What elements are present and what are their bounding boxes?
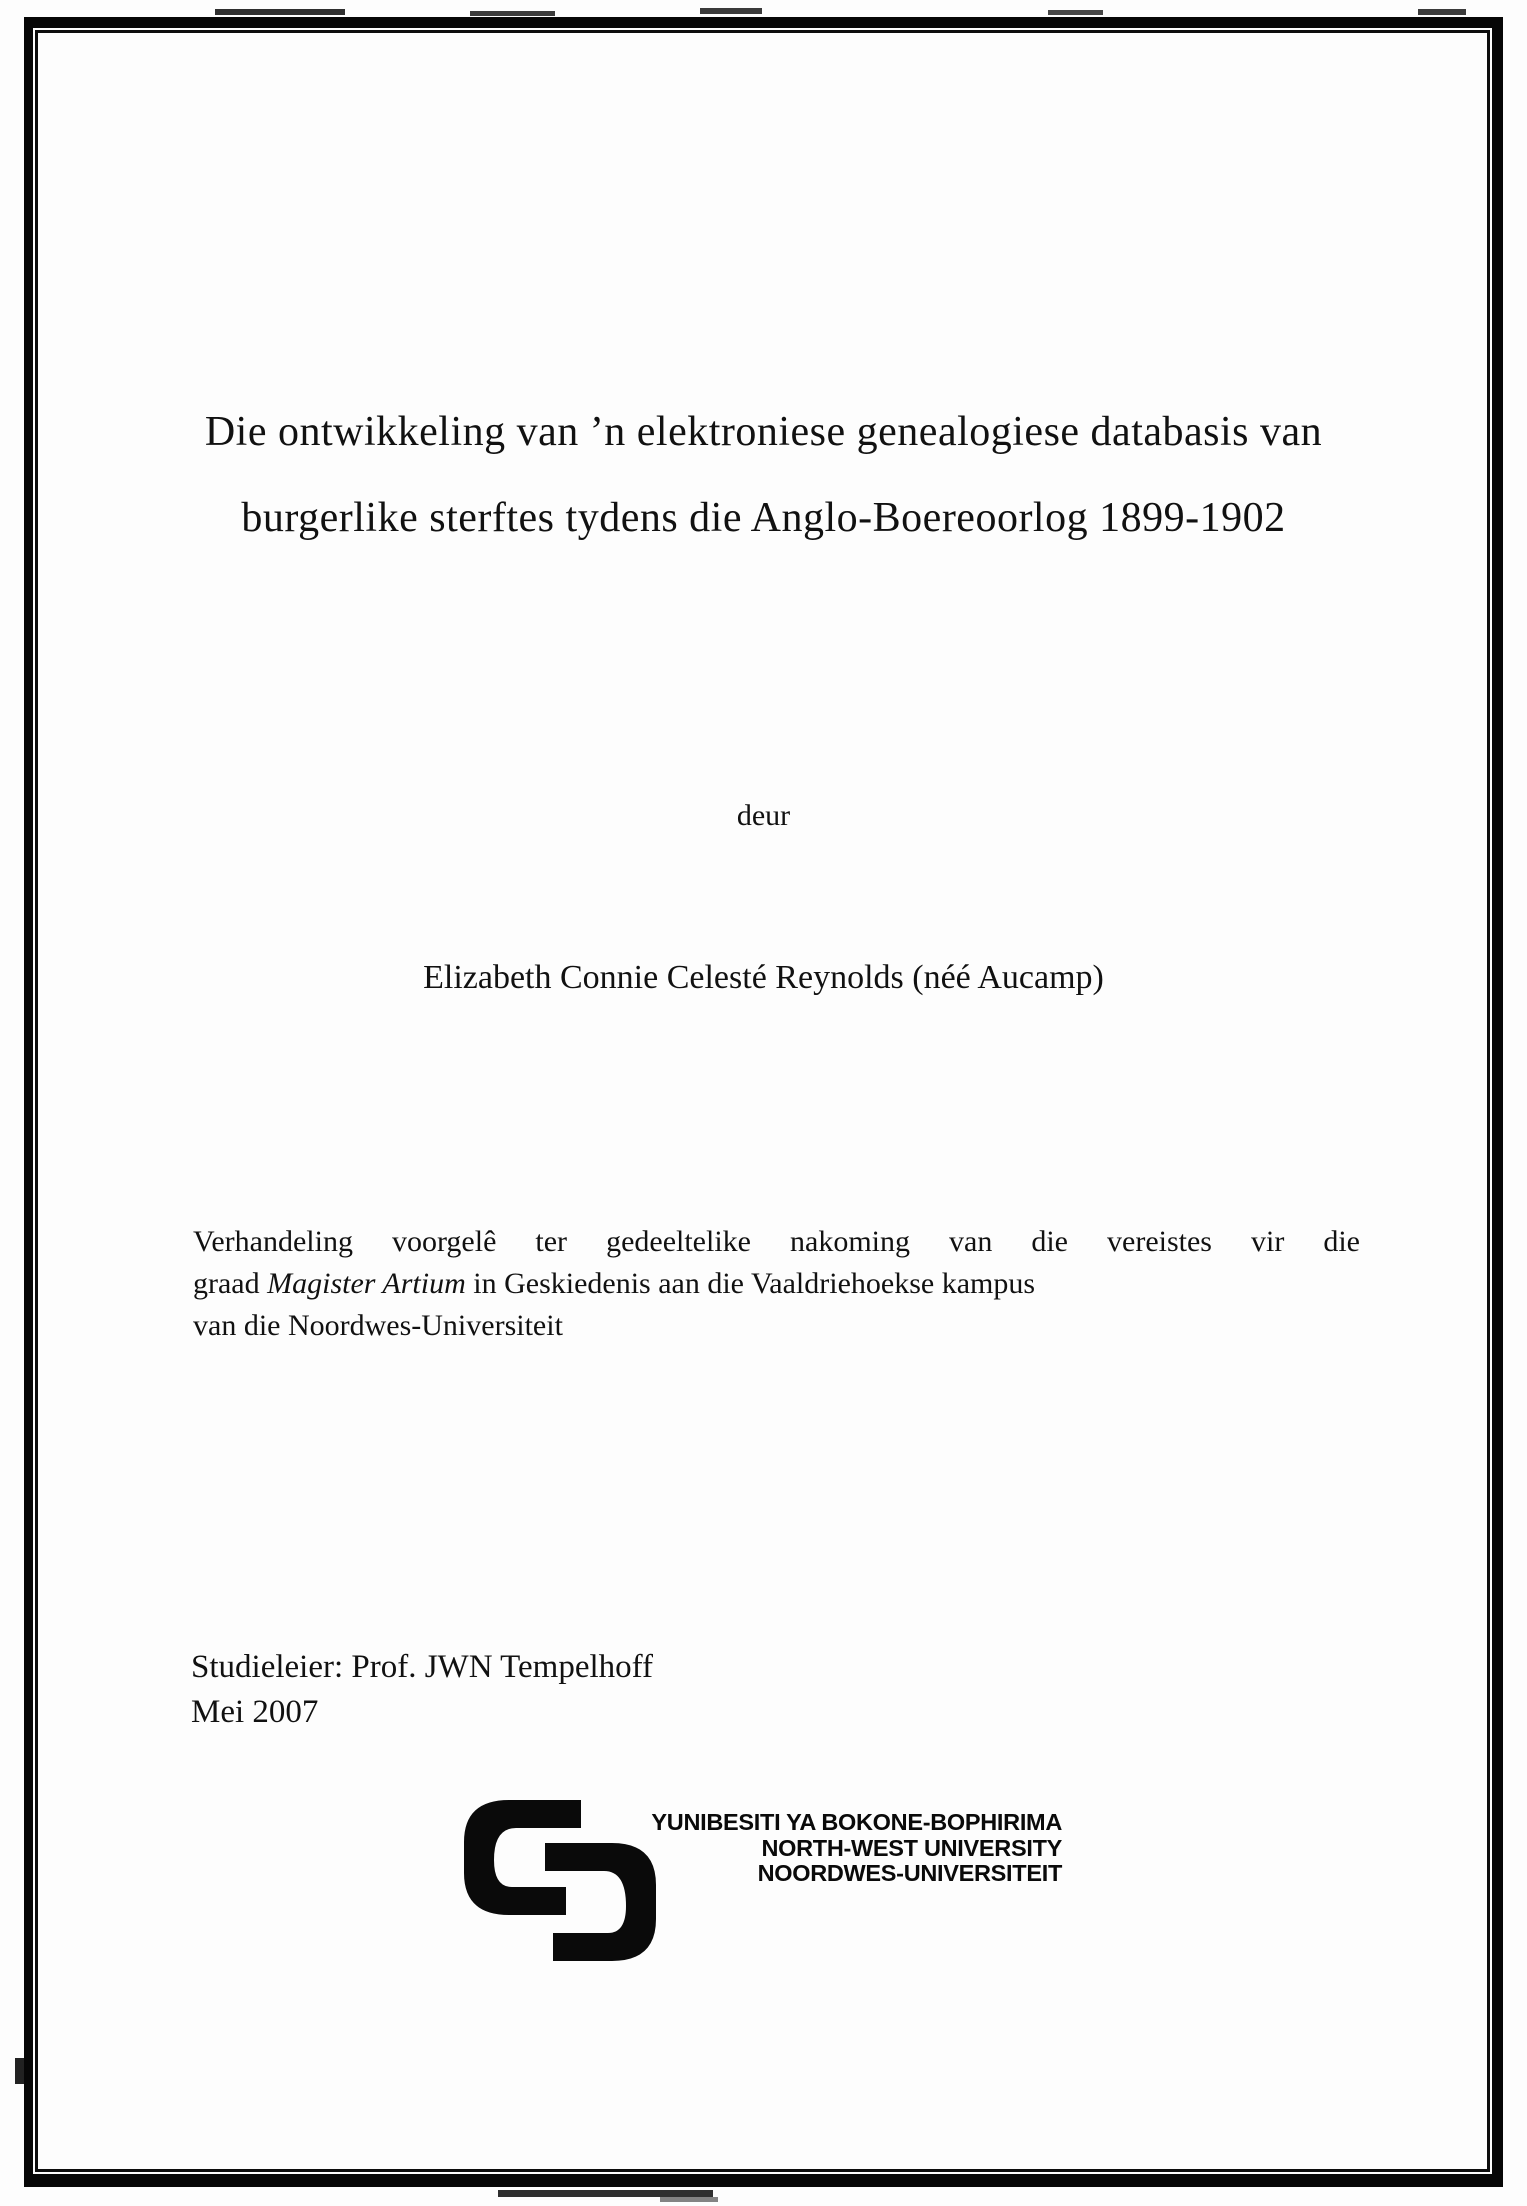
scan-artifact [470, 11, 555, 16]
supervisor-line: Studieleier: Prof. JWN Tempelhoff [191, 1649, 654, 1685]
university-name-setswana: YUNIBESITI YA BOKONE-BOPHIRIMA [651, 1809, 1062, 1835]
degree-statement-line-2-pre: graad [193, 1267, 268, 1300]
degree-statement-line-2-post: in Geskiedenis aan die Vaaldriehoekse kampus [465, 1267, 1036, 1300]
scan-artifact [1418, 9, 1466, 15]
scan-artifact [498, 2190, 713, 2197]
date-line: Mei 2007 [191, 1694, 319, 1730]
thesis-title-line-1: Die ontwikkeling van ’n elektroniese genealogiese databasis van [204, 409, 1323, 455]
thesis-title [0, 389, 1527, 561]
scan-artifact [700, 8, 762, 14]
degree-statement-line-1: Verhandeling voorgelê ter gedeeltelike nakoming van die vereistes vir die [193, 1225, 1360, 1258]
scan-artifact [1048, 10, 1103, 15]
degree-statement-line-3: van die Noordwes-Universiteit [193, 1309, 563, 1342]
supervisor-block [191, 1645, 653, 1735]
scan-artifact [215, 9, 345, 15]
degree-statement-line-2 [193, 1263, 1360, 1305]
thesis-title-line-2: burgerlike sterftes tydens die Anglo-Boereoorlog 1899-1902 [241, 495, 1286, 541]
university-name-afrikaans: NOORDWES-UNIVERSITEIT [757, 1860, 1062, 1886]
scan-artifact [660, 2197, 718, 2202]
degree-statement [193, 1221, 1360, 1347]
byword: deur [736, 799, 791, 832]
author-name: Elizabeth Connie Celesté Reynolds (néé Aucamp) [423, 959, 1104, 996]
university-name-english: NORTH-WEST UNIVERSITY [761, 1834, 1062, 1861]
university-logo-text [586, 1810, 1062, 1887]
degree-name: Magister Artium [267, 1267, 466, 1300]
